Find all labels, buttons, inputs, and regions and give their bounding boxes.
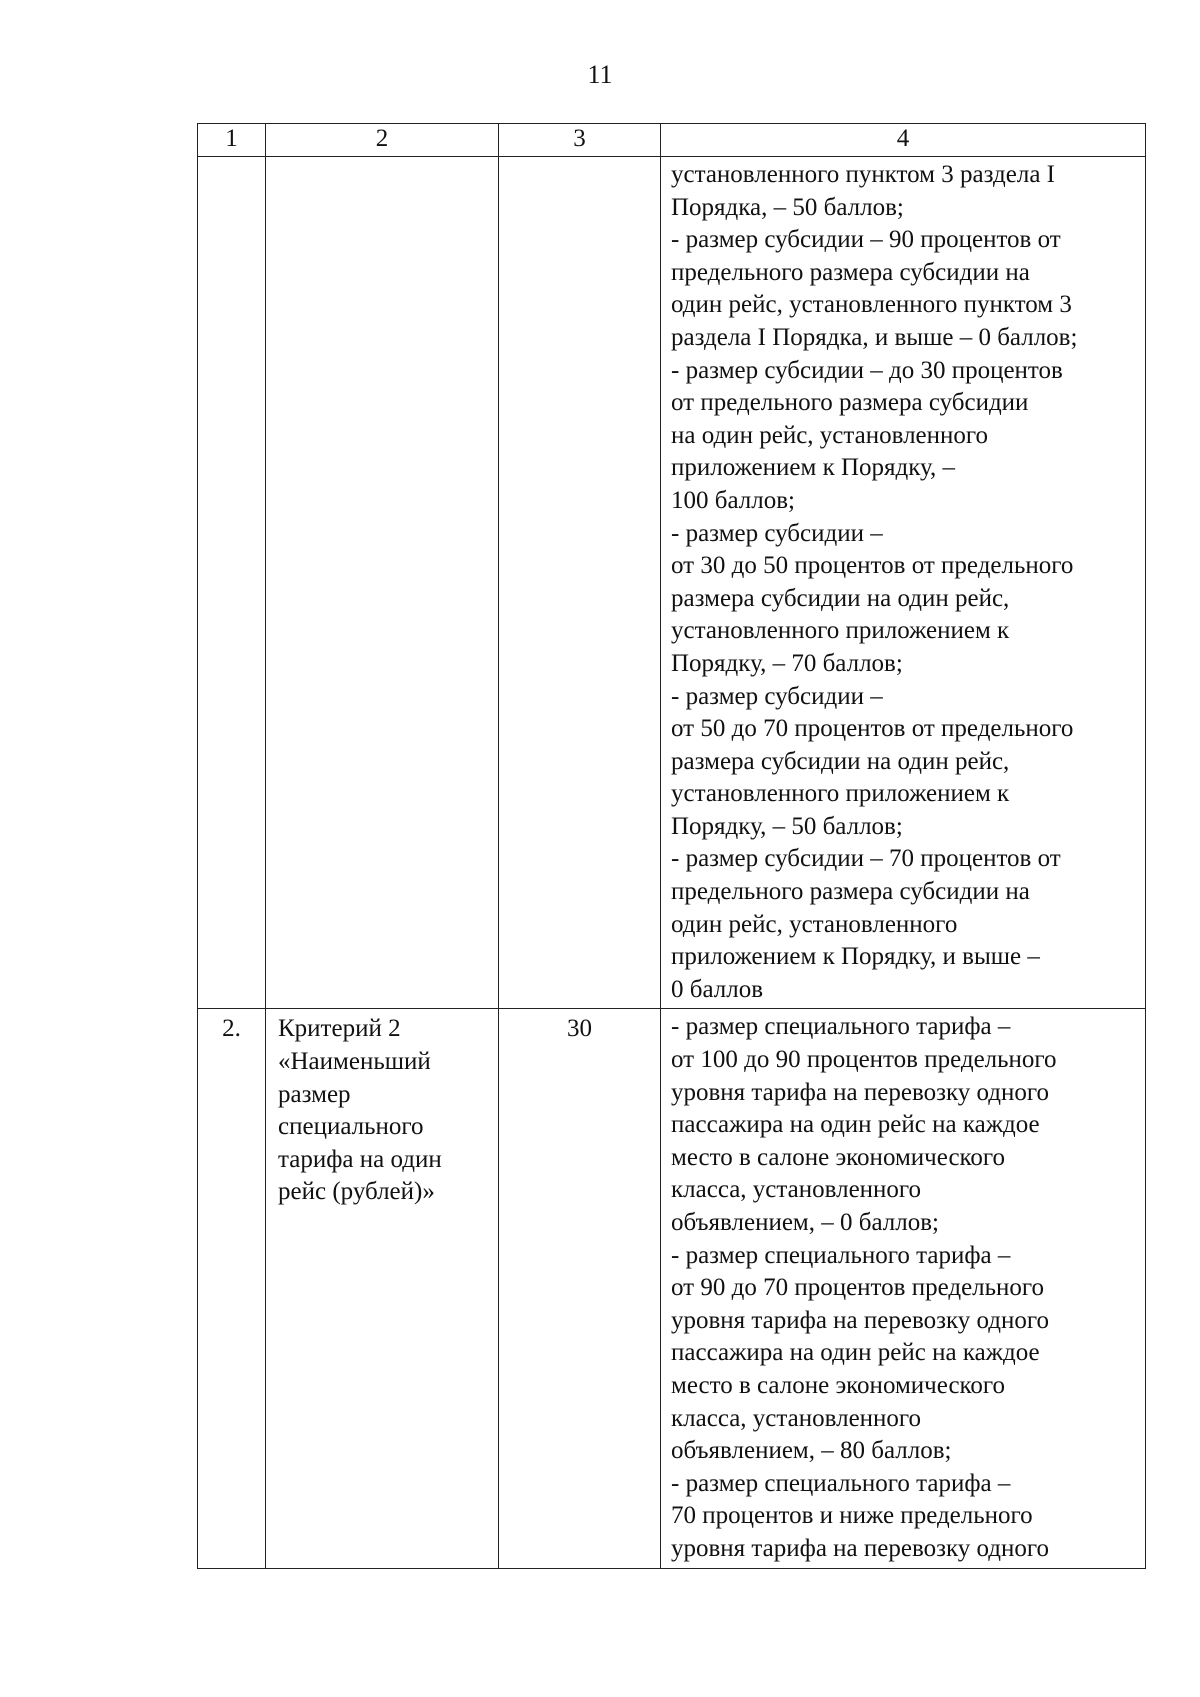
desc-line: - размер субсидии – 90 процентов от [671,226,1061,254]
desc-line: - размер субсидии – [671,682,883,710]
criterion-cell [266,157,499,1009]
desc-line: предельного размера субсидии на [671,878,1030,906]
table-row-criterion-2 [198,1009,1146,1568]
score-cell: 30 [499,1009,661,1568]
scoring-description-cell [661,157,1146,1009]
desc-line: - размер специального тарифа – [671,1241,1011,1269]
desc-line: объявлением, – 0 баллов; [671,1209,939,1236]
header-col-3: 3 [499,124,661,157]
desc-line: - размер субсидии – [671,519,883,547]
desc-line: 100 баллов; [671,486,795,514]
desc-line: пассажира на один рейс на каждое [671,1111,1040,1139]
desc-line: - размер специального тарифа – [671,1469,1011,1497]
scoring-description-cell [661,1009,1146,1568]
desc-line: пассажира на один рейс на каждое [671,1339,1040,1367]
desc-line: объявлением, – 80 баллов; [671,1437,952,1465]
desc-line: от 30 до 50 процентов от предельного [671,552,1074,580]
desc-line: один рейс, установленного пунктом 3 [671,291,1072,319]
table-row-continuation [198,157,1146,1009]
desc-line: 70 процентов и ниже предельного [671,1502,1033,1530]
desc-line: от 100 до 90 процентов предельного [671,1046,1057,1074]
desc-line: установленного пунктом 3 раздела I [671,161,1055,188]
desc-line: размера субсидии на один рейс, [671,747,1010,775]
criterion-line: Критерий 2 [278,1015,401,1043]
criterion-line: «Наименьший [278,1048,431,1076]
desc-line: раздела I Порядка, и выше – 0 баллов; [671,323,1078,351]
header-col-4: 4 [661,124,1146,157]
desc-line: уровня тарифа на перевозку одного [671,1534,1050,1562]
desc-line: класса, установленного [671,1404,922,1432]
desc-line: 0 баллов [671,975,764,1003]
criterion-cell [266,1009,499,1568]
desc-line: приложением к Порядку, и выше – [671,943,1040,971]
desc-line: установленного приложением к [671,780,1010,808]
row-number-cell [198,157,266,1009]
desc-line: - размер субсидии – 70 процентов от [671,845,1061,873]
desc-line: Порядка, – 50 баллов; [671,193,904,221]
desc-line: установленного приложением к [671,617,1010,645]
desc-line: от предельного размера субсидии [671,389,1029,417]
desc-line: от 50 до 70 процентов от предельного [671,715,1074,743]
desc-line: на один рейс, установленного [671,421,989,449]
desc-line: Порядку, – 70 баллов; [671,649,903,677]
row-number-cell: 2. [198,1009,266,1568]
desc-line: уровня тарифа на перевозку одного [671,1306,1050,1334]
desc-line: - размер специального тарифа – [671,1013,1011,1041]
desc-line: один рейс, установленного [671,910,958,938]
criterion-line: размер [278,1080,351,1108]
desc-line: предельного размера субсидии на [671,258,1030,286]
desc-line: уровня тарифа на перевозку одного [671,1078,1050,1106]
header-col-2: 2 [266,124,499,157]
criterion-line: специального [278,1113,424,1141]
criterion-line: рейс (рублей)» [278,1178,435,1206]
score-cell [499,157,661,1009]
criterion-line: тарифа на один [278,1145,442,1173]
desc-line: класса, установленного [671,1176,922,1204]
header-col-1: 1 [198,124,266,157]
desc-line: место в салоне экономического [671,1143,1006,1171]
table-header-row [198,124,1146,157]
criteria-table [197,123,1146,1569]
desc-line: место в салоне экономического [671,1371,1006,1399]
desc-line: - размер субсидии – до 30 процентов [671,356,1063,384]
desc-line: приложением к Порядку, – [671,454,956,482]
desc-line: от 90 до 70 процентов предельного [671,1274,1045,1302]
page-number: 11 [587,60,613,89]
desc-line: Порядку, – 50 баллов; [671,812,903,840]
desc-line: размера субсидии на один рейс, [671,584,1010,612]
